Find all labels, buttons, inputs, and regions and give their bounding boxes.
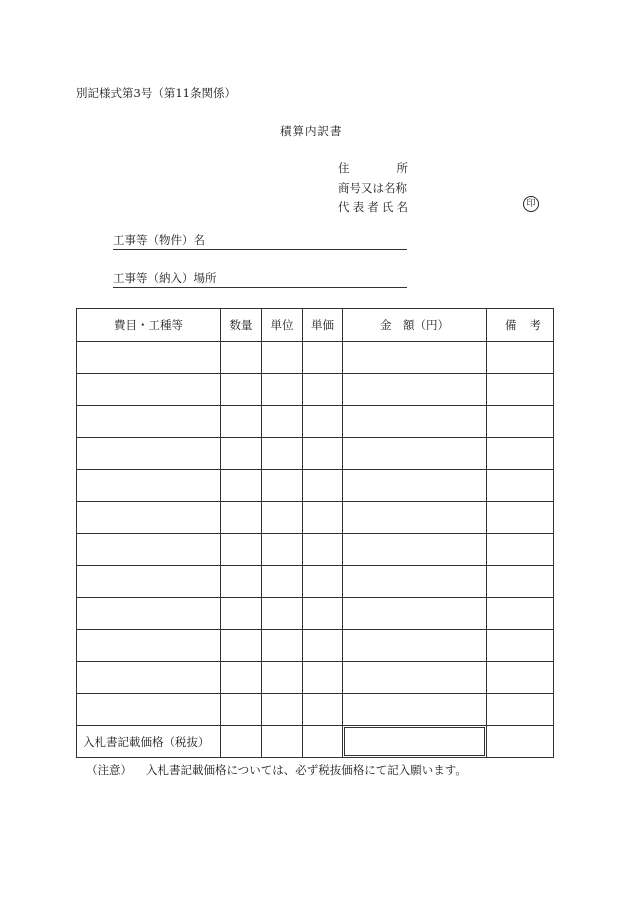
cell-quantity[interactable] xyxy=(221,566,262,598)
cell-unit-price[interactable] xyxy=(303,566,343,598)
cell-quantity[interactable] xyxy=(221,598,262,630)
cell-remarks[interactable] xyxy=(487,406,554,438)
cell-remarks[interactable] xyxy=(487,630,554,662)
rep-label-char: 表 xyxy=(352,200,365,214)
cell-unit[interactable] xyxy=(262,598,303,630)
table-row xyxy=(77,438,554,470)
note-prefix: （注意） xyxy=(86,763,132,777)
cell-amount[interactable] xyxy=(343,342,487,374)
header-unit-price: 単価 xyxy=(303,309,343,342)
cell-unit[interactable] xyxy=(262,502,303,534)
rep-label-char: 名 xyxy=(396,200,408,214)
cell-unit-price[interactable] xyxy=(303,694,343,726)
cell-amount[interactable] xyxy=(343,502,487,534)
cell-remarks[interactable] xyxy=(487,598,554,630)
cell-unit[interactable] xyxy=(262,662,303,694)
address-label xyxy=(338,160,408,176)
cell-item[interactable] xyxy=(77,438,221,470)
address-label-char: 所 xyxy=(396,161,408,175)
table-row xyxy=(77,406,554,438)
cell-remarks[interactable] xyxy=(487,694,554,726)
cell-remarks[interactable] xyxy=(487,502,554,534)
cell-amount[interactable] xyxy=(343,406,487,438)
cell-item[interactable] xyxy=(77,534,221,566)
cell-amount[interactable] xyxy=(343,438,487,470)
cell-unit-price[interactable] xyxy=(303,438,343,470)
cell-unit[interactable] xyxy=(262,630,303,662)
cell-quantity[interactable] xyxy=(221,534,262,566)
cell-unit-price[interactable] xyxy=(303,630,343,662)
cell-remarks[interactable] xyxy=(487,374,554,406)
cell-unit[interactable] xyxy=(262,438,303,470)
cell-unit[interactable] xyxy=(262,374,303,406)
total-label: 入札書記載価格（税抜） xyxy=(77,726,221,758)
cell-unit-price[interactable] xyxy=(303,342,343,374)
cell-remarks[interactable] xyxy=(487,470,554,502)
table-row xyxy=(77,694,554,726)
cell-quantity[interactable] xyxy=(221,726,262,758)
cell-remarks[interactable] xyxy=(487,726,554,758)
table-row xyxy=(77,470,554,502)
seal-mark: 印 xyxy=(523,196,539,212)
cell-remarks[interactable] xyxy=(487,534,554,566)
work-place-label: 工事等（納入）場所 xyxy=(113,271,217,285)
cell-item[interactable] xyxy=(77,502,221,534)
document-title: 積算内訳書 xyxy=(280,124,343,138)
cell-quantity[interactable] xyxy=(221,438,262,470)
table-row xyxy=(77,502,554,534)
cell-quantity[interactable] xyxy=(221,342,262,374)
table-row xyxy=(77,534,554,566)
company-name-label: 商号又は名称 xyxy=(338,181,407,195)
table-header-row xyxy=(77,309,554,342)
header-unit: 単位 xyxy=(262,309,303,342)
cell-item[interactable] xyxy=(77,630,221,662)
cell-remarks[interactable] xyxy=(487,566,554,598)
form-reference: 別記様式第3号（第11条関係） xyxy=(76,86,236,100)
cell-amount[interactable] xyxy=(343,662,487,694)
total-amount-cell[interactable] xyxy=(343,726,487,758)
cell-amount[interactable] xyxy=(343,694,487,726)
cell-unit[interactable] xyxy=(262,470,303,502)
cell-item[interactable] xyxy=(77,374,221,406)
estimate-table xyxy=(76,308,554,758)
header-item: 費目・工種等 xyxy=(77,309,221,342)
cell-remarks[interactable] xyxy=(487,438,554,470)
cell-amount[interactable] xyxy=(343,630,487,662)
cell-unit-price[interactable] xyxy=(303,470,343,502)
cell-amount[interactable] xyxy=(343,566,487,598)
note xyxy=(86,762,467,778)
rep-label-char: 者 xyxy=(367,200,379,214)
cell-unit[interactable] xyxy=(262,342,303,374)
header-quantity: 数量 xyxy=(221,309,262,342)
header-amount-text: 金 額（円） xyxy=(380,318,449,332)
cell-amount[interactable] xyxy=(343,534,487,566)
table-row xyxy=(77,598,554,630)
cell-quantity[interactable] xyxy=(221,662,262,694)
representative-label xyxy=(338,199,408,215)
header-remarks-char: 考 xyxy=(529,318,541,332)
cell-item[interactable] xyxy=(77,694,221,726)
cell-item[interactable] xyxy=(77,662,221,694)
cell-item[interactable] xyxy=(77,598,221,630)
cell-item[interactable] xyxy=(77,342,221,374)
cell-unit[interactable] xyxy=(262,406,303,438)
header-remarks xyxy=(487,309,554,342)
work-name-field[interactable] xyxy=(113,233,407,250)
cell-quantity[interactable] xyxy=(221,694,262,726)
header-remarks-char: 備 xyxy=(505,318,517,332)
cell-quantity[interactable] xyxy=(221,406,262,438)
cell-quantity[interactable] xyxy=(221,502,262,534)
cell-unit-price[interactable] xyxy=(303,374,343,406)
cell-amount[interactable] xyxy=(343,598,487,630)
cell-item[interactable] xyxy=(77,470,221,502)
cell-item[interactable] xyxy=(77,406,221,438)
cell-unit-price[interactable] xyxy=(303,502,343,534)
table-row xyxy=(77,342,554,374)
cell-amount[interactable] xyxy=(343,470,487,502)
cell-unit[interactable] xyxy=(262,566,303,598)
total-row xyxy=(77,726,554,758)
rep-label-char: 氏 xyxy=(381,200,394,214)
table-row xyxy=(77,662,554,694)
cell-unit-price[interactable] xyxy=(303,598,343,630)
table-row xyxy=(77,566,554,598)
cell-quantity[interactable] xyxy=(221,374,262,406)
cell-quantity[interactable] xyxy=(221,630,262,662)
table-row xyxy=(77,374,554,406)
address-label-char: 住 xyxy=(338,161,350,175)
cell-unit-price[interactable] xyxy=(303,406,343,438)
cell-unit[interactable] xyxy=(262,726,303,758)
cell-unit[interactable] xyxy=(262,534,303,566)
cell-amount[interactable] xyxy=(343,374,487,406)
cell-quantity[interactable] xyxy=(221,470,262,502)
note-text: 入札書記載価格については、必ず税抜価格にて記入願います。 xyxy=(146,763,467,777)
cell-unit-price[interactable] xyxy=(303,534,343,566)
rep-label-char: 代 xyxy=(338,200,350,214)
cell-item[interactable] xyxy=(77,566,221,598)
cell-unit[interactable] xyxy=(262,694,303,726)
work-place-field[interactable] xyxy=(113,271,407,288)
cell-unit-price[interactable] xyxy=(303,662,343,694)
cell-remarks[interactable] xyxy=(487,662,554,694)
header-amount xyxy=(343,309,487,342)
cell-unit-price[interactable] xyxy=(303,726,343,758)
total-amount-box[interactable] xyxy=(344,727,485,756)
cell-remarks[interactable] xyxy=(487,342,554,374)
work-name-label: 工事等（物件）名 xyxy=(113,233,205,247)
table-row xyxy=(77,630,554,662)
